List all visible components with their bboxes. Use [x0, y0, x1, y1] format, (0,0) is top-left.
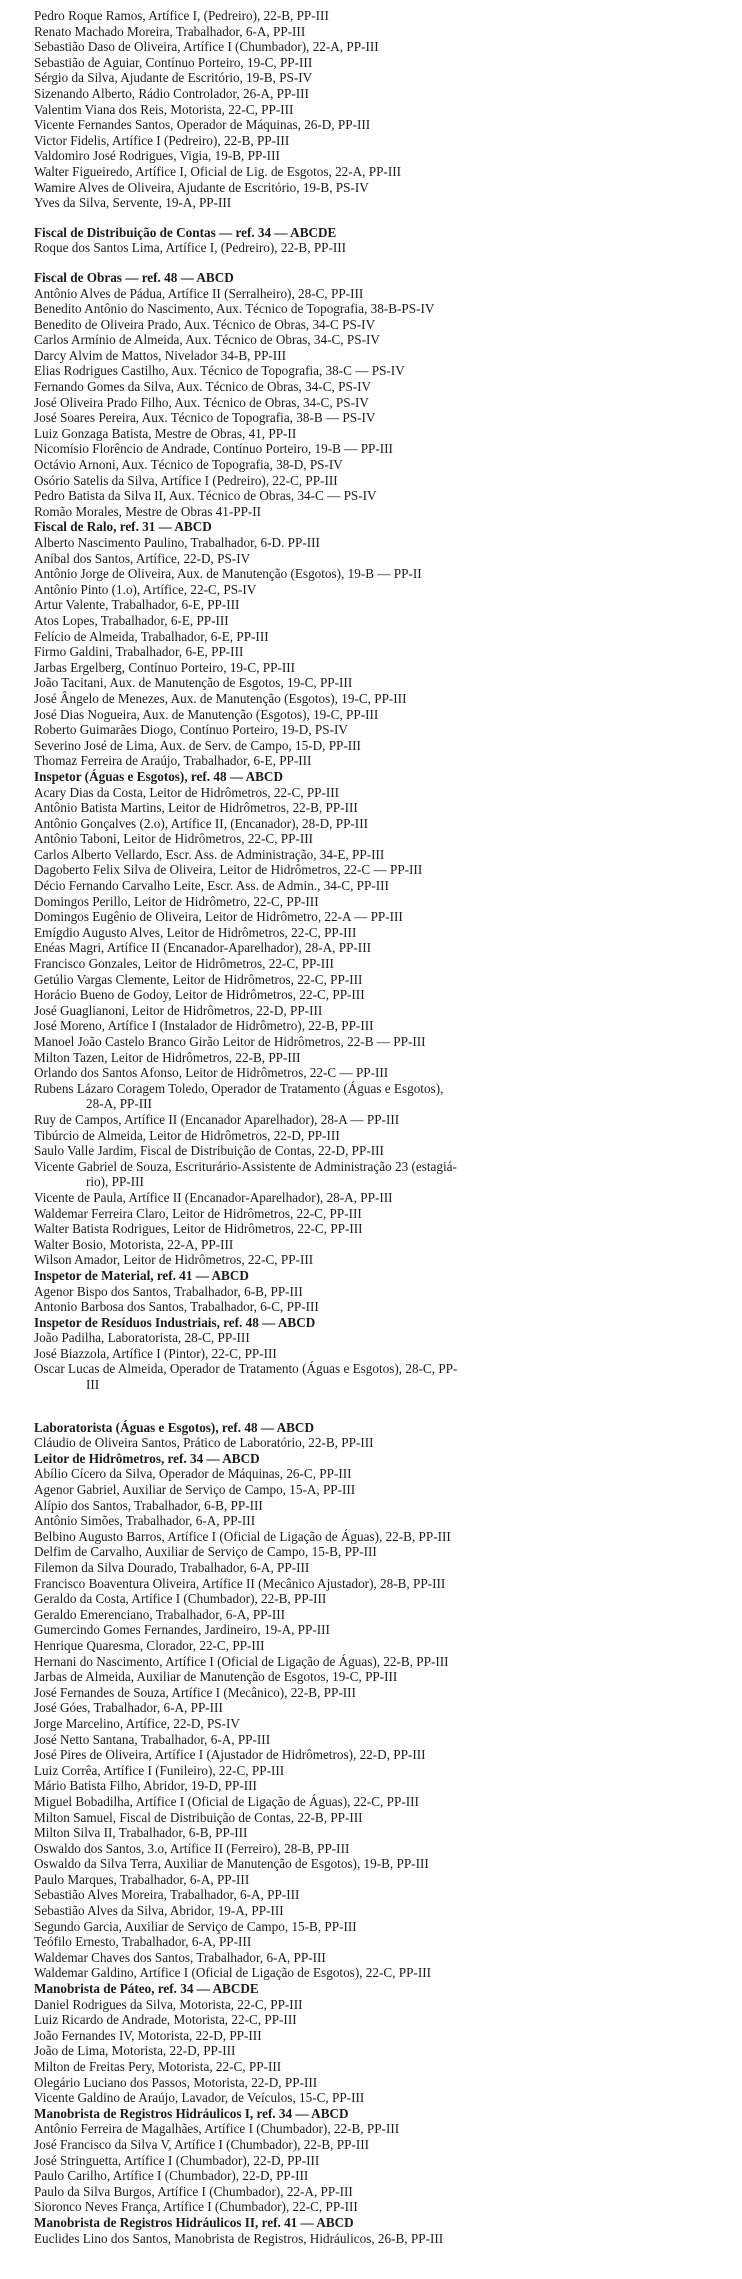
personnel-entry: Segundo Garcia, Auxiliar de Serviço de Campo, 15-B, PP-III — [34, 1918, 357, 1934]
personnel-entry: José Ângelo de Menezes, Aux. de Manutenção (Esgotos), 19-C, PP-III — [34, 690, 407, 706]
personnel-entry: Walter Batista Rodrigues, Leitor de Hidrômetros, 22-C, PP-III — [34, 1221, 363, 1237]
personnel-entry: Cláudio de Oliveira Santos, Prático de Laboratório, 22-B, PP-III — [34, 1435, 374, 1451]
personnel-entry: Antônio Pinto (1.o), Artífice, 22-C, PS-IV — [34, 581, 257, 597]
personnel-entry: João Tacitani, Aux. de Manutenção de Esgotos, 19-C, PP-III — [34, 675, 353, 691]
personnel-entry: Saulo Valle Jardim, Fiscal de Distribuição de Contas, 22-D, PP-III — [34, 1143, 384, 1159]
personnel-entry: Teófilo Ernesto, Trabalhador, 6-A, PP-III — [34, 1934, 252, 1950]
personnel-entry: José Góes, Trabalhador, 6-A, PP-III — [34, 1700, 223, 1716]
personnel-entry: Vicente de Paula, Artífice II (Encanador-Aparelhador), 28-A, PP-III — [34, 1189, 393, 1205]
section — [34, 2106, 728, 2215]
personnel-entry: Milton Tazen, Leitor de Hidrômetros, 22-B, PP-III — [34, 1049, 301, 1065]
section-heading: Inspetor de Material, ref. 41 — ABCD — [34, 1267, 249, 1283]
section-heading: Manobrista de Registros Hidráulicos II, ref. 41 — ABCD — [34, 2214, 354, 2230]
personnel-entry: Sebastião Alves Moreira, Trabalhador, 6-A, PP-III — [34, 1887, 300, 1903]
personnel-entry: Mário Batista Filho, Abridor, 19-D, PP-III — [34, 1778, 257, 1794]
personnel-entry: Daniel Rodrigues da Silva, Motorista, 22-C, PP-III — [34, 1996, 303, 2012]
personnel-entry: Wilson Amador, Leitor de Hidrômetros, 22-C, PP-III — [34, 1252, 314, 1268]
personnel-entry: José Pires de Oliveira, Artífice I (Ajustador de Hidrômetros), 22-D, PP-III — [34, 1747, 426, 1763]
personnel-entry: José Soares Pereira, Aux. Técnico de Topografia, 38-B — PS-IV — [34, 410, 376, 426]
section — [34, 270, 728, 520]
personnel-entry: Jarbas de Almeida, Auxiliar de Manutenção de Esgotos, 19-C, PP-III — [34, 1669, 398, 1685]
personnel-entry: José Moreno, Artífice I (Instalador de Hidrômetro), 22-B, PP-III — [34, 1018, 374, 1034]
section-heading: Manobrista de Páteo, ref. 34 — ABCDE — [34, 1981, 259, 1997]
entry-continuation: III — [86, 1377, 100, 1393]
section-heading: Leitor de Hidrômetros, ref. 34 — ABCD — [34, 1450, 260, 1466]
personnel-entry: João Padilha, Laboratorista, 28-C, PP-III — [34, 1330, 250, 1346]
personnel-entry: Paulo da Silva Burgos, Artífice I (Chumbador), 22-A, PP-III — [34, 2183, 353, 2199]
personnel-entry: Waldemar Ferreira Claro, Leitor de Hidrômetros, 22-C, PP-III — [34, 1205, 362, 1221]
personnel-entry: José Netto Santana, Trabalhador, 6-A, PP-III — [34, 1731, 271, 1747]
section-heading: Fiscal de Distribuição de Contas — ref. 34 — ABCDE — [34, 224, 337, 240]
personnel-entry: José Francisco da Silva V, Artífice I (Chumbador), 22-B, PP-III — [34, 2136, 370, 2152]
personnel-entry: Walter Figueiredo, Artífice I, Oficial de Lig. de Esgotos, 22-A, PP-III — [34, 163, 401, 179]
personnel-entry: Sebastião Daso de Oliveira, Artífice I (Chumbador), 22-A, PP-III — [34, 39, 379, 55]
personnel-entry: Sioronco Neves França, Artífice I (Chumbador), 22-C, PP-III — [34, 2199, 358, 2215]
personnel-entry: Benedito de Oliveira Prado, Aux. Técnico de Obras, 34-C PS-IV — [34, 316, 376, 332]
personnel-entry: Luiz Gonzaga Batista, Mestre de Obras, 41, PP-II — [34, 425, 297, 441]
personnel-entry: Sizenando Alberto, Rádio Controlador, 26-A, PP-III — [34, 85, 309, 101]
personnel-entry: Thomaz Ferreira de Araújo, Trabalhador, 6-E, PP-III — [34, 753, 312, 769]
personnel-entry: Vicente Galdino de Araújo, Lavador, de Veículos, 15-C, PP-III — [34, 2090, 365, 2106]
personnel-entry: Carlos Alberto Vellardo, Escr. Ass. de Administração, 34-E, PP-III — [34, 846, 385, 862]
personnel-entry: Antônio Jorge de Oliveira, Aux. de Manutenção (Esgotos), 19-B — PP-II — [34, 566, 422, 582]
personnel-entry: Jorge Marcelino, Artífice, 22-D, PS-IV — [34, 1715, 240, 1731]
personnel-entry: Atos Lopes, Trabalhador, 6-E, PP-III — [34, 612, 229, 628]
personnel-entry: Fernando Gomes da Silva, Aux. Técnico de Obras, 34-C, PS-IV — [34, 379, 372, 395]
section — [34, 1268, 728, 1315]
personnel-entry: Belbino Augusto Barros, Artífice I (Oficial de Ligação de Águas), 22-B, PP-III — [34, 1528, 451, 1544]
personnel-entry: Miguel Bobadilha, Artífice I (Oficial de Ligação de Águas), 22-C, PP-III — [34, 1793, 419, 1809]
personnel-entry: Valentim Viana dos Reis, Motorista, 22-C, PP-III — [34, 101, 294, 117]
personnel-entry: José Stringuetta, Artífice I (Chumbador), 22-D, PP-III — [34, 2152, 320, 2168]
personnel-entry: Getúlio Vargas Clemente, Leitor de Hidrômetros, 22-C, PP-III — [34, 971, 363, 987]
personnel-entry: Romão Morales, Mestre de Obras 41-PP-II — [34, 503, 262, 519]
personnel-entry: Henrique Quaresma, Clorador, 22-C, PP-III — [34, 1637, 265, 1653]
personnel-entry: Dagoberto Felix Silva de Oliveira, Leitor de Hidrômetros, 22-C — PP-III — [34, 862, 423, 878]
personnel-entry: João de Lima, Motorista, 22-D, PP-III — [34, 2043, 236, 2059]
personnel-entry: Geraldo da Costa, Artífice I (Chumbador), 22-B, PP-III — [34, 1591, 327, 1607]
section-heading: Manobrista de Registros Hidráulicos I, ref. 34 — ABCD — [34, 2105, 349, 2121]
section-heading: Inspetor de Resíduos Industriais, ref. 48 — ABCD — [34, 1314, 316, 1330]
personnel-entry: Acary Dias da Costa, Leitor de Hidrômetros, 22-C, PP-III — [34, 784, 340, 800]
personnel-entry: Hernani do Nascimento, Artífice I (Oficial de Ligação de Águas), 22-B, PP-III — [34, 1653, 449, 1669]
personnel-entry: Darcy Alvim de Mattos, Nivelador 34-B, PP-III — [34, 347, 286, 363]
personnel-entry: Antônio Batista Martins, Leitor de Hidrômetros, 22-B, PP-III — [34, 800, 358, 816]
personnel-entry: Sebastião Alves da Silva, Abridor, 19-A, PP-III — [34, 1903, 284, 1919]
personnel-entry: Francisco Gonzales, Leitor de Hidrômetros, 22-C, PP-III — [34, 956, 334, 972]
personnel-entry: Antônio Simões, Trabalhador, 6-A, PP-III — [34, 1513, 256, 1529]
personnel-entry: Antônio Taboni, Leitor de Hidrômetros, 22-C, PP-III — [34, 831, 314, 847]
personnel-entry: Carlos Armínio de Almeida, Aux. Técnico de Obras, 34-C, PS-IV — [34, 332, 380, 348]
personnel-entry: Oswaldo dos Santos, 3.o, Artífice II (Ferreiro), 28-B, PP-III — [34, 1840, 350, 1856]
section — [34, 1315, 728, 1393]
personnel-entry: Yves da Silva, Servente, 19-A, PP-III — [34, 195, 232, 211]
personnel-entry: Roque dos Santos Lima, Artífice I, (Pedreiro), 22-B, PP-III — [34, 240, 347, 256]
entry-continuation: rio), PP-III — [86, 1174, 144, 1190]
personnel-entry: Valdomiro José Rodrigues, Vigia, 19-B, PP-III — [34, 148, 280, 164]
personnel-entry: Waldemar Chaves dos Santos, Trabalhador, 6-A, PP-III — [34, 1949, 326, 1965]
personnel-entry: Antônio Alves de Pádua, Artífice II (Serralheiro), 28-C, PP-III — [34, 285, 364, 301]
personnel-entry: Décio Fernando Carvalho Leite, Escr. Ass. de Admin., 34-C, PP-III — [34, 878, 389, 894]
personnel-entry: Emígdio Augusto Alves, Leitor de Hidrômetros, 22-C, PP-III — [34, 924, 357, 940]
personnel-entry: Domingos Perillo, Leitor de Hidrômetro, 22-C, PP-III — [34, 893, 319, 909]
personnel-entry: Osório Satelis da Silva, Artífice I (Pedreiro), 22-C, PP-III — [34, 472, 338, 488]
personnel-entry: Victor Fidelis, Artífice I (Pedreiro), 22-B, PP-III — [34, 132, 290, 148]
personnel-entry: Olegário Luciano dos Passos, Motorista, 22-D, PP-III — [34, 2074, 318, 2090]
personnel-entry: José Oliveira Prado Filho, Aux. Técnico de Obras, 34-C, PS-IV — [34, 394, 369, 410]
personnel-entry: Nicomísio Florêncio de Andrade, Contínuo Porteiro, 19-B — PP-III — [34, 441, 393, 457]
section-heading: Fiscal de Obras — ref. 48 — ABCD — [34, 269, 234, 285]
personnel-entry: Artur Valente, Trabalhador, 6-E, PP-III — [34, 597, 240, 613]
section — [34, 1451, 728, 1981]
entry-continuation: 28-A, PP-III — [86, 1096, 152, 1112]
personnel-entry: Luiz Corrêa, Artífice I (Funileiro), 22-C, PP-III — [34, 1762, 285, 1778]
personnel-entry: Geraldo Emerenciano, Trabalhador, 6-A, PP-III — [34, 1606, 286, 1622]
personnel-entry: Luiz Ricardo de Andrade, Motorista, 22-C, PP-III — [34, 2012, 297, 2028]
personnel-entry: Agenor Bispo dos Santos, Trabalhador, 6-B, PP-III — [34, 1283, 303, 1299]
personnel-entry: Waldemar Galdino, Artífice I (Oficial de Ligação de Esgotos), 22-C, PP-III — [34, 1965, 432, 1981]
personnel-entry: Aníbal dos Santos, Artífice, 22-D, PS-IV — [34, 550, 251, 566]
section — [34, 8, 728, 211]
personnel-entry: Sebastião de Aguiar, Contínuo Porteiro, 19-C, PP-III — [34, 54, 313, 70]
personnel-entry: Pedro Roque Ramos, Artífice I, (Pedreiro), 22-B, PP-III — [34, 8, 329, 23]
personnel-entry: Oscar Lucas de Almeida, Operador de Tratamento (Águas e Esgotos), 28-C, PP- — [34, 1361, 458, 1377]
personnel-entry: Orlando dos Santos Afonso, Leitor de Hidrômetros, 22-C — PP-III — [34, 1065, 389, 1081]
personnel-entry: José Guaglianoni, Leitor de Hidrômetros, 22-D, PP-III — [34, 1002, 323, 1018]
personnel-entry: Enéas Magri, Artífice II (Encanador-Aparelhador), 28-A, PP-III — [34, 940, 371, 956]
personnel-entry: José Fernandes de Souza, Artífice I (Mecânico), 22-B, PP-III — [34, 1684, 356, 1700]
personnel-entry: Paulo Marques, Trabalhador, 6-A, PP-III — [34, 1871, 250, 1887]
section-heading: Inspetor (Águas e Esgotos), ref. 48 — ABCD — [34, 768, 283, 784]
personnel-entry: Oswaldo da Silva Terra, Auxiliar de Manutenção de Esgotos), 19-B, PP-III — [34, 1856, 429, 1872]
personnel-entry: Elias Rodrigues Castilho, Aux. Técnico de Topografia, 38-C — PS-IV — [34, 363, 405, 379]
section — [34, 1420, 728, 1451]
personnel-entry: José Dias Nogueira, Aux. de Manutenção (Esgotos), 19-C, PP-III — [34, 706, 379, 722]
section-heading: Laboratorista (Águas e Esgotos), ref. 48 — ABCD — [34, 1419, 314, 1435]
personnel-entry: Rubens Lázaro Coragem Toledo, Operador de Tratamento (Águas e Esgotos), — [34, 1080, 444, 1096]
personnel-entry: Benedito Antônio do Nascimento, Aux. Técnico de Topografia, 38-B-PS-IV — [34, 301, 435, 317]
personnel-entry: Milton Samuel, Fiscal de Distribuição de Contas, 22-B, PP-III — [34, 1809, 363, 1825]
personnel-entry: Walter Bosio, Motorista, 22-A, PP-III — [34, 1236, 234, 1252]
personnel-entry: Horácio Bueno de Godoy, Leitor de Hidrômetros, 22-C, PP-III — [34, 987, 365, 1003]
personnel-entry: Octávio Arnoni, Aux. Técnico de Topografia, 38-D, PS-IV — [34, 457, 343, 473]
personnel-entry: Pedro Batista da Silva II, Aux. Técnico de Obras, 34-C — PS-IV — [34, 488, 377, 504]
personnel-entry: Francisco Boaventura Oliveira, Artífice II (Mecânico Ajustador), 28-B, PP-III — [34, 1575, 446, 1591]
section — [34, 1981, 728, 2106]
personnel-entry: Milton de Freitas Pery, Motorista, 22-C, PP-III — [34, 2059, 282, 2074]
personnel-entry: Filemon da Silva Dourado, Trabalhador, 6-A, PP-III — [34, 1560, 310, 1575]
personnel-entry: Wamire Alves de Oliveira, Ajudante de Escritório, 19-B, PS-IV — [34, 179, 369, 195]
personnel-entry: João Fernandes IV, Motorista, 22-D, PP-III — [34, 2027, 262, 2043]
personnel-entry: Antônio Ferreira de Magalhães, Artífice I (Chumbador), 22-B, PP-III — [34, 2121, 400, 2137]
section — [34, 225, 728, 256]
personnel-entry: Antonio Barbosa dos Santos, Trabalhador, 6-C, PP-III — [34, 1299, 319, 1315]
personnel-entry: Severino José de Lima, Aux. de Serv. de Campo, 15-D, PP-III — [34, 737, 361, 753]
personnel-entry: Sérgio da Silva, Ajudante de Escritório, 19-B, PS-IV — [34, 70, 313, 86]
section-heading: Fiscal de Ralo, ref. 31 — ABCD — [34, 519, 212, 535]
personnel-entry: Firmo Galdini, Trabalhador, 6-E, PP-III — [34, 644, 244, 660]
personnel-entry: José Biazzola, Artífice I (Pintor), 22-C, PP-III — [34, 1345, 277, 1361]
personnel-entry: Milton Silva II, Trabalhador, 6-B, PP-III — [34, 1825, 248, 1841]
personnel-entry: Antônio Gonçalves (2.o), Artífice II, (Encanador), 28-D, PP-III — [34, 815, 368, 831]
section — [34, 2215, 728, 2246]
personnel-entry: Paulo Carilho, Artífice I (Chumbador), 22-D, PP-III — [34, 2168, 309, 2184]
section — [34, 769, 728, 1268]
personnel-entry: Manoel João Castelo Branco Girão Leitor de Hidrômetros, 22-B — PP-III — [34, 1034, 426, 1049]
personnel-entry: Delfim de Carvalho, Auxiliar de Serviço de Campo, 15-B, PP-III — [34, 1544, 377, 1560]
personnel-entry: Alípio dos Santos, Trabalhador, 6-B, PP-III — [34, 1497, 263, 1513]
personnel-entry: Agenor Gabriel, Auxiliar de Serviço de Campo, 15-A, PP-III — [34, 1482, 356, 1498]
personnel-entry: Abílio Cícero da Silva, Operador de Máquinas, 26-C, PP-III — [34, 1466, 352, 1482]
personnel-entry: Gumercindo Gomes Fernandes, Jardineiro, 19-A, PP-III — [34, 1622, 330, 1638]
personnel-entry: Felício de Almeida, Trabalhador, 6-E, PP-III — [34, 628, 269, 644]
personnel-entry: Tibúrcio de Almeida, Leitor de Hidrômetros, 22-D, PP-III — [34, 1127, 340, 1143]
personnel-entry: Roberto Guimarães Diogo, Contínuo Porteiro, 19-D, PS-IV — [34, 722, 348, 738]
personnel-entry: Jarbas Ergelberg, Contínuo Porteiro, 19-C, PP-III — [34, 659, 296, 675]
personnel-entry: Ruy de Campos, Artífice II (Encanador Aparelhador), 28-A — PP-III — [34, 1111, 400, 1127]
personnel-entry: Vicente Fernandes Santos, Operador de Máquinas, 26-D, PP-III — [34, 117, 371, 133]
personnel-entry: Vicente Gabriel de Souza, Escriturário-Assistente de Administração 23 (estagiá- — [34, 1158, 457, 1174]
section — [34, 519, 728, 769]
personnel-entry: Euclides Lino dos Santos, Manobrista de Registros, Hidráulicos, 26-B, PP-III — [34, 2230, 444, 2246]
personnel-entry: Alberto Nascimento Paulino, Trabalhador, 6-D. PP-III — [34, 535, 320, 550]
personnel-entry: Domingos Eugênio de Oliveira, Leitor de Hidrômetro, 22-A — PP-III — [34, 909, 403, 925]
personnel-entry: Renato Machado Moreira, Trabalhador, 6-A, PP-III — [34, 23, 306, 39]
